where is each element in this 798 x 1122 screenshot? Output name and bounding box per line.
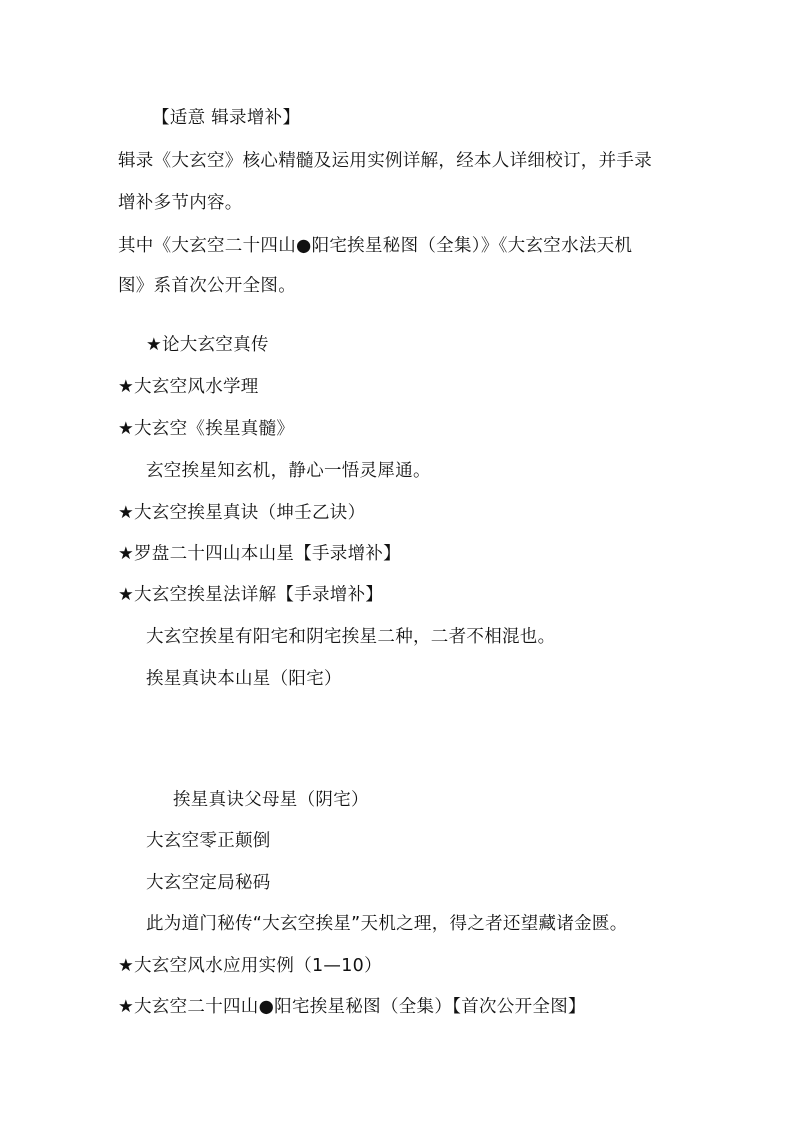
toc-subitem: 挨星真诀父母星（阴宅） (173, 790, 369, 810)
toc-item: ★大玄空挨星真诀（坤壬乙诀） (118, 503, 366, 523)
intro-line: 增补多节内容。 (118, 193, 243, 213)
toc-item: ★大玄空二十四山●阳宅挨星秘图（全集）【首次公开全图】 (118, 997, 586, 1017)
toc-subitem: 挨星真诀本山星（阳宅） (146, 669, 342, 689)
toc-subitem: 大玄空零正颠倒 (146, 831, 271, 851)
intro-line: 图》系首次公开全图。 (118, 276, 296, 296)
toc-item: ★大玄空风水学理 (118, 377, 259, 397)
toc-subitem: 大玄空定局秘码 (146, 873, 271, 893)
toc-note: 大玄空挨星有阳宅和阴宅挨星二种，二者不相混也。 (146, 627, 556, 647)
toc-item: ★罗盘二十四山本山星【手录增补】 (118, 544, 401, 564)
document-heading: 【适意 辑录增补】 (152, 108, 301, 128)
intro-line: 辑录《大玄空》核心精髓及运用实例详解，经本人详细校订，并手录 (118, 151, 652, 171)
intro-line: 其中《大玄空二十四山●阳宅挨星秘图（全集）》《大玄空水法天机 (118, 236, 633, 256)
toc-item: ★大玄空《挨星真髓》 (118, 419, 295, 439)
toc-item: ★论大玄空真传 (146, 335, 269, 355)
toc-note: 此为道门秘传“大玄空挨星”天机之理，得之者还望藏诸金匮。 (146, 914, 628, 934)
toc-item: ★大玄空挨星法详解【手录增补】 (118, 585, 384, 605)
toc-item: ★大玄空风水应用实例（1—10） (118, 956, 382, 976)
toc-note: 玄空挨星知玄机，静心一悟灵犀通。 (146, 461, 431, 481)
